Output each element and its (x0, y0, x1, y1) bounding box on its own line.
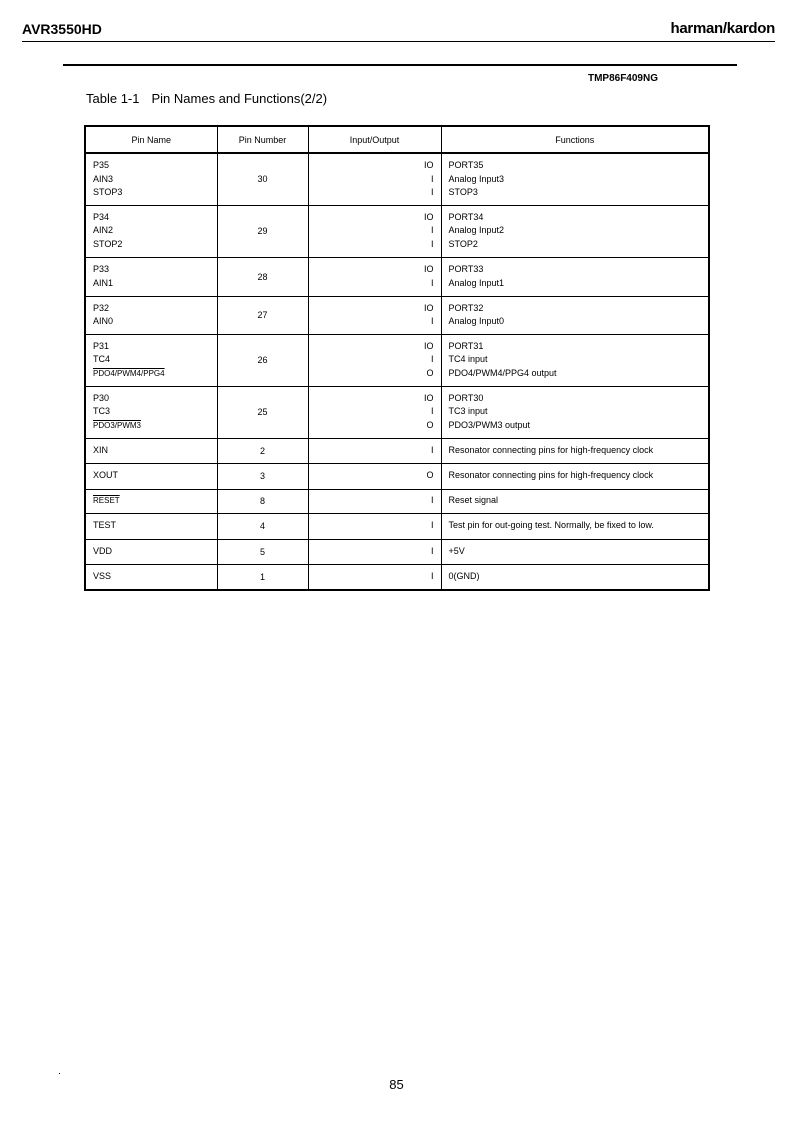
pin-name-cell (85, 539, 217, 564)
input-output-cell (308, 463, 441, 489)
table-row (85, 564, 709, 590)
chip-part-number: TMP86F409NG (587, 73, 658, 84)
pin-name-cell (85, 463, 217, 489)
function-text: Test pin for out-going test. Normally, be fixed to low. (448, 520, 654, 531)
pin-name: P33 (93, 264, 110, 274)
pin-number-cell (217, 334, 308, 386)
pin-name: PDO4/PWM4/PPG4 (93, 368, 165, 378)
pin-name: AIN3 (93, 173, 114, 184)
function-cell (441, 513, 709, 539)
input-output-cell (308, 257, 441, 296)
function-text: PORT30 (448, 392, 484, 403)
table-row (85, 257, 709, 296)
io-direction: O (426, 367, 434, 378)
function-cell (441, 438, 709, 463)
pin-name: STOP3 (93, 187, 123, 197)
table-row (85, 296, 709, 334)
brand-logo: harman/kardon (670, 20, 775, 37)
pin-name: P32 (93, 302, 110, 313)
pin-number-cell (217, 296, 308, 334)
input-output-cell (308, 513, 441, 539)
pin-name: PDO3/PWM3 (93, 420, 142, 430)
pin-name: VSS (93, 571, 112, 581)
pin-table (84, 125, 710, 591)
column-header-functions: Functions (441, 126, 709, 153)
function-text: PORT33 (448, 264, 484, 274)
pin-name-cell (85, 438, 217, 463)
pin-number-cell (217, 438, 308, 463)
io-direction: IO (423, 264, 434, 274)
pin-name: RESET (93, 496, 120, 506)
page-mark (59, 1073, 60, 1074)
function-cell (441, 296, 709, 334)
function-text: Analog Input1 (448, 277, 505, 288)
pin-number: 30 (257, 174, 268, 185)
function-text: Analog Input2 (448, 225, 505, 236)
table-row (85, 153, 709, 205)
function-cell (441, 539, 709, 564)
pin-number: 8 (259, 496, 265, 506)
function-text: PDO3/PWM3 output (448, 419, 531, 430)
table-row (85, 513, 709, 539)
io-direction: I (430, 187, 434, 197)
function-cell (441, 386, 709, 438)
input-output-cell (308, 564, 441, 590)
input-output-cell (308, 539, 441, 564)
table-row (85, 386, 709, 438)
function-text: Reset signal (448, 495, 499, 506)
input-output-cell (308, 153, 441, 205)
table-row (85, 438, 709, 463)
io-direction: O (426, 470, 434, 481)
pin-number: 29 (257, 226, 268, 236)
pin-number-cell (217, 564, 308, 590)
function-text: TC4 input (448, 354, 488, 365)
pin-number: 3 (259, 471, 265, 481)
input-output-cell (308, 334, 441, 386)
pin-name: AIN1 (93, 277, 114, 288)
header-rule (22, 41, 775, 42)
input-output-cell (308, 438, 441, 463)
column-header-pin-name: Pin Name (85, 126, 217, 153)
pin-name-cell (85, 257, 217, 296)
pin-name: AIN0 (93, 316, 114, 326)
pin-name-cell (85, 153, 217, 205)
io-direction: O (426, 419, 434, 430)
table-row (85, 489, 709, 513)
pin-name: TC4 (93, 354, 111, 365)
pin-name: VDD (93, 545, 113, 556)
io-direction: I (430, 354, 434, 365)
function-text: PORT31 (448, 340, 484, 351)
pin-number: 28 (257, 271, 268, 282)
io-direction: IO (423, 340, 434, 351)
pin-number: 4 (259, 521, 265, 531)
pin-number-cell (217, 205, 308, 257)
table-caption (86, 91, 327, 106)
input-output-cell (308, 296, 441, 334)
pin-number-cell (217, 513, 308, 539)
function-cell (441, 334, 709, 386)
table-header-row (85, 126, 709, 153)
function-cell (441, 257, 709, 296)
pin-name: P30 (93, 392, 110, 403)
table-number: Table 1-1 (86, 91, 140, 106)
pin-name-cell (85, 564, 217, 590)
pin-number: 1 (259, 571, 265, 582)
function-cell (441, 205, 709, 257)
function-cell (441, 564, 709, 590)
pin-name: P35 (93, 160, 110, 170)
function-text: PORT34 (448, 211, 484, 222)
io-direction: I (430, 225, 434, 236)
io-direction: I (430, 173, 434, 184)
pin-name-cell (85, 386, 217, 438)
io-direction: I (430, 520, 434, 531)
pin-number: 26 (257, 355, 268, 365)
pin-number-cell (217, 489, 308, 513)
function-text: Analog Input0 (448, 316, 505, 326)
pin-number: 5 (259, 546, 265, 557)
pin-number: 25 (257, 407, 268, 417)
pin-name: STOP2 (93, 238, 123, 249)
input-output-cell (308, 386, 441, 438)
pin-name: XIN (93, 444, 109, 455)
document-model: AVR3550HD (22, 21, 102, 37)
io-direction: I (430, 238, 434, 249)
pin-name-cell (85, 205, 217, 257)
table-row (85, 205, 709, 257)
function-cell (441, 463, 709, 489)
io-direction: I (430, 545, 434, 556)
pin-name-cell (85, 334, 217, 386)
pin-number: 2 (259, 445, 265, 456)
input-output-cell (308, 205, 441, 257)
function-text: Resonator connecting pins for high-frequency clock (448, 444, 654, 455)
table-row (85, 463, 709, 489)
pin-number-cell (217, 153, 308, 205)
pin-number-cell (217, 463, 308, 489)
io-direction: IO (423, 392, 434, 403)
function-text: TC3 input (448, 406, 488, 417)
function-text: PORT32 (448, 302, 484, 313)
page-number: 85 (389, 1077, 404, 1092)
io-direction: I (430, 571, 434, 581)
table-row (85, 334, 709, 386)
pin-number-cell (217, 257, 308, 296)
io-direction: IO (423, 160, 434, 170)
column-header-pin-number: Pin Number (217, 126, 308, 153)
io-direction: I (430, 277, 434, 288)
pin-name: P31 (93, 340, 110, 351)
pin-name: P34 (93, 211, 110, 222)
io-direction: I (430, 444, 434, 455)
io-direction: I (430, 406, 434, 417)
table-row (85, 539, 709, 564)
table-title: Pin Names and Functions(2/2) (151, 91, 328, 106)
pin-name: TEST (93, 520, 117, 531)
function-text: PORT35 (448, 160, 484, 170)
io-direction: IO (423, 211, 434, 222)
function-text: Resonator connecting pins for high-frequency clock (448, 470, 654, 481)
function-text: STOP3 (448, 187, 478, 197)
function-cell (441, 489, 709, 513)
pin-name: XOUT (93, 470, 119, 481)
pin-name: AIN2 (93, 225, 114, 236)
io-direction: IO (423, 302, 434, 313)
function-text: PDO4/PWM4/PPG4 output (448, 367, 557, 378)
pin-name: TC3 (93, 406, 111, 417)
function-text: STOP2 (448, 238, 478, 249)
function-cell (441, 153, 709, 205)
column-header-input-output: Input/Output (308, 126, 441, 153)
pin-number-cell (217, 386, 308, 438)
pin-number: 27 (257, 310, 268, 320)
input-output-cell (308, 489, 441, 513)
io-direction: I (430, 316, 434, 326)
io-direction: I (430, 495, 434, 506)
function-text: 0(GND) (448, 571, 480, 581)
function-text: Analog Input3 (448, 173, 505, 184)
pin-name-cell (85, 513, 217, 539)
pin-name-cell (85, 296, 217, 334)
section-rule (63, 64, 737, 66)
pin-number-cell (217, 539, 308, 564)
pin-name-cell (85, 489, 217, 513)
pin-table-body (85, 153, 709, 590)
function-text: +5V (448, 545, 465, 556)
